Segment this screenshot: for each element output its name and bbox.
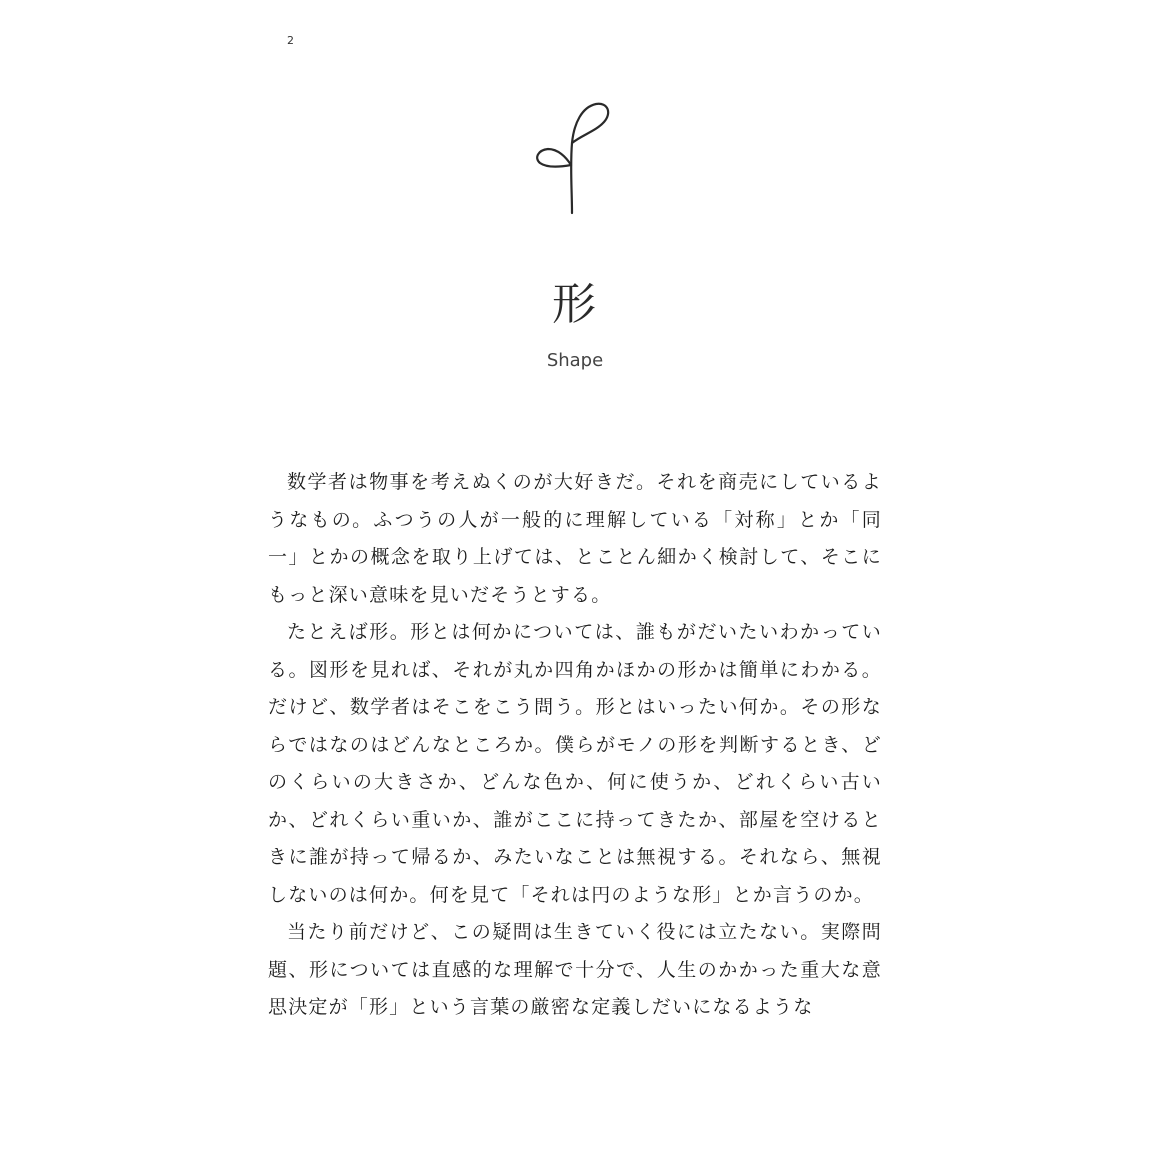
paragraph: 数学者は物事を考えぬくのが大好きだ。それを商売にしているようなもの。ふつうの人が一般的に理解している「対称」とか「同一」とかの概念を取り上げては、とことん細かく検討して、そこにもっと深い意味を見いだそうとする。 (268, 471, 882, 606)
chapter-subtitle: Shape (546, 350, 604, 371)
sprout-icon (520, 95, 620, 220)
paragraph: たとえば形。形とは何かについては、誰もがだいたいわかっている。図形を見れば、それが丸か四角かほかの形かは簡単にわかる。だけど、数学者はそこをこう問う。形とはいったい何か。その形ならではなのはどんなところか。僕らがモノの形を判断するとき、どのくらいの大きさか、どんな色か、何に使うか、どれくらい古いか、どれくらい重いか、誰がここに持ってきたか、部屋を空けるときに誰が持って帰るか、みたいなことは無視する。それなら、無視しないのは何か。何を見て「それは円のような形」とか言うのか。 (268, 621, 882, 906)
body-text (268, 464, 882, 1027)
chapter-title: 形 (552, 279, 598, 330)
paragraph: 当たり前だけど、この疑問は生きていく役には立たない。実際問題、形については直感的な理解で十分で、人生のかかった重大な意思決定が「形」という言葉の厳密な定義しだいになるような (268, 921, 882, 1018)
page-number: 2 (287, 34, 294, 47)
